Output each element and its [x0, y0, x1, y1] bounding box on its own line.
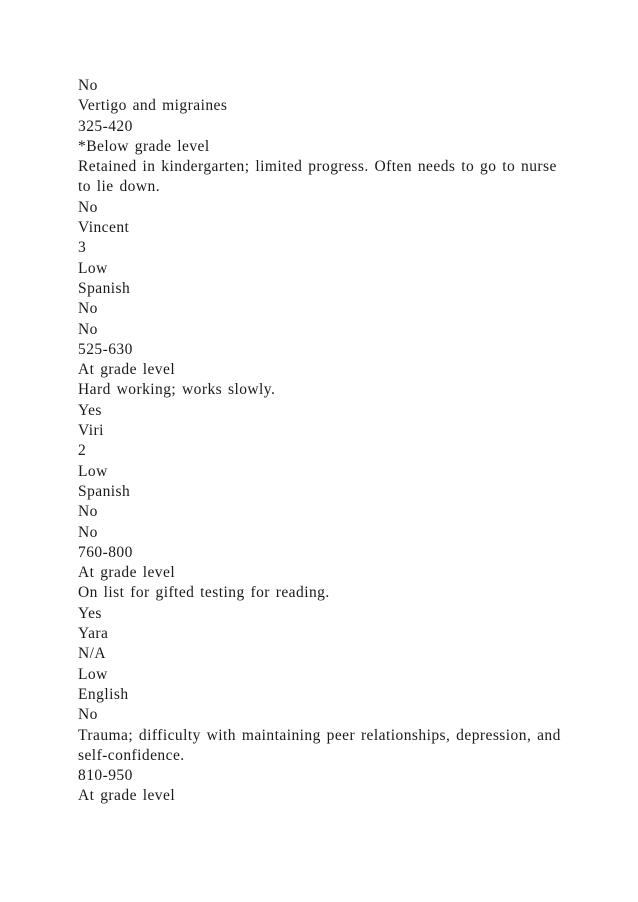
- text-line: 525-630: [78, 340, 133, 358]
- text-line: No: [78, 523, 98, 541]
- text-line: Low: [78, 462, 108, 480]
- text-line: Low: [78, 665, 108, 683]
- text-line: N/A: [78, 645, 107, 663]
- text-line: Viri: [78, 422, 104, 440]
- text-line: No: [78, 198, 98, 216]
- text-line: 810-950: [78, 767, 133, 785]
- document-text: [78, 76, 568, 807]
- text-line: Spanish: [78, 279, 131, 297]
- text-line: 2: [78, 442, 87, 460]
- text-line: No: [78, 706, 98, 724]
- text-line: No: [78, 77, 98, 94]
- text-line: No: [78, 300, 98, 318]
- text-line: Retained in kindergarten; limited progress. Often needs to go to nurse to lie down.: [78, 158, 557, 196]
- text-line: 325-420: [78, 117, 133, 135]
- text-line: On list for gifted testing for reading.: [78, 584, 330, 602]
- text-line: At grade level: [78, 361, 176, 379]
- text-line: No: [78, 320, 98, 338]
- text-line: No: [78, 503, 98, 521]
- text-line: 3: [78, 239, 87, 257]
- text-line: Hard working; works slowly.: [78, 381, 276, 399]
- text-line: 760-800: [78, 543, 133, 561]
- text-line: *Below grade level: [78, 137, 210, 155]
- text-line: At grade level: [78, 787, 176, 805]
- text-line: Vertigo and migraines: [78, 97, 228, 115]
- text-line: Yara: [78, 625, 109, 643]
- text-line: Low: [78, 259, 108, 277]
- text-line: Yes: [78, 401, 102, 419]
- text-line: At grade level: [78, 564, 176, 582]
- text-line: Vincent: [78, 219, 130, 237]
- text-line: Yes: [78, 604, 102, 622]
- text-line: Trauma; difficulty with maintaining peer relationships, depression, and self-confidence.: [78, 726, 561, 764]
- text-line: English: [78, 685, 129, 703]
- text-line: Spanish: [78, 482, 131, 500]
